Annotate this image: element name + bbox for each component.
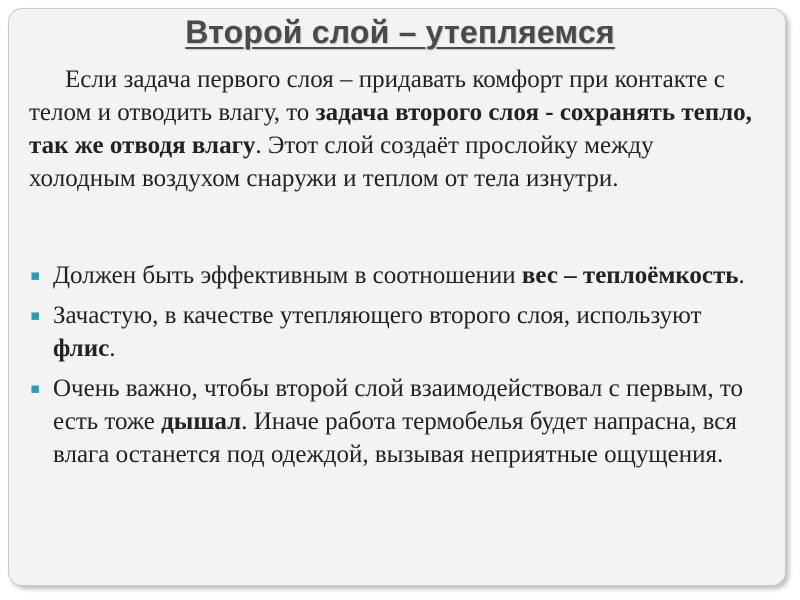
intro-text-bold: задача второго слоя - сохранять тепло, так же отводя влагу <box>29 99 752 159</box>
intro-text-1: Если задача первого слоя – придавать комфорт при контакте с телом и отводить влагу, то <box>29 66 725 126</box>
list-item <box>29 372 769 471</box>
bullet-text: Зачастую, в качестве утепляющего второго слоя, используют <box>53 302 702 329</box>
bullet-text-end: . Иначе работа термобелья будет напрасна, вся влага останется под одеждой, вызывая неприятные ощущения. <box>53 408 737 468</box>
slide-title: Второй слой – утепляемся <box>185 14 615 50</box>
list-item <box>29 299 769 365</box>
bullet-text-end: . <box>109 335 116 362</box>
list-item <box>29 259 769 292</box>
intro-text-3: . Этот слой создаёт прослойку между холодным воздухом снаружи и теплом от тела изнутри. <box>29 132 654 192</box>
bullet-list <box>29 259 769 478</box>
bullet-text: Очень важно, чтобы второй слой взаимодействовал с первым, то есть тоже <box>53 375 743 435</box>
bullet-bold-text: вес – теплоёмкость <box>521 262 739 289</box>
bullet-bold-text: флис <box>53 335 110 362</box>
bullet-square-icon: ▪ <box>30 266 41 284</box>
bullet-square-icon: ▪ <box>30 306 41 324</box>
bullet-bold-text: дышал <box>161 408 242 435</box>
bullet-text-end: . <box>738 262 745 289</box>
bullet-text: Должен быть эффективным в соотношении <box>53 262 522 289</box>
intro-paragraph <box>29 63 759 195</box>
bullet-square-icon: ▪ <box>30 379 41 397</box>
